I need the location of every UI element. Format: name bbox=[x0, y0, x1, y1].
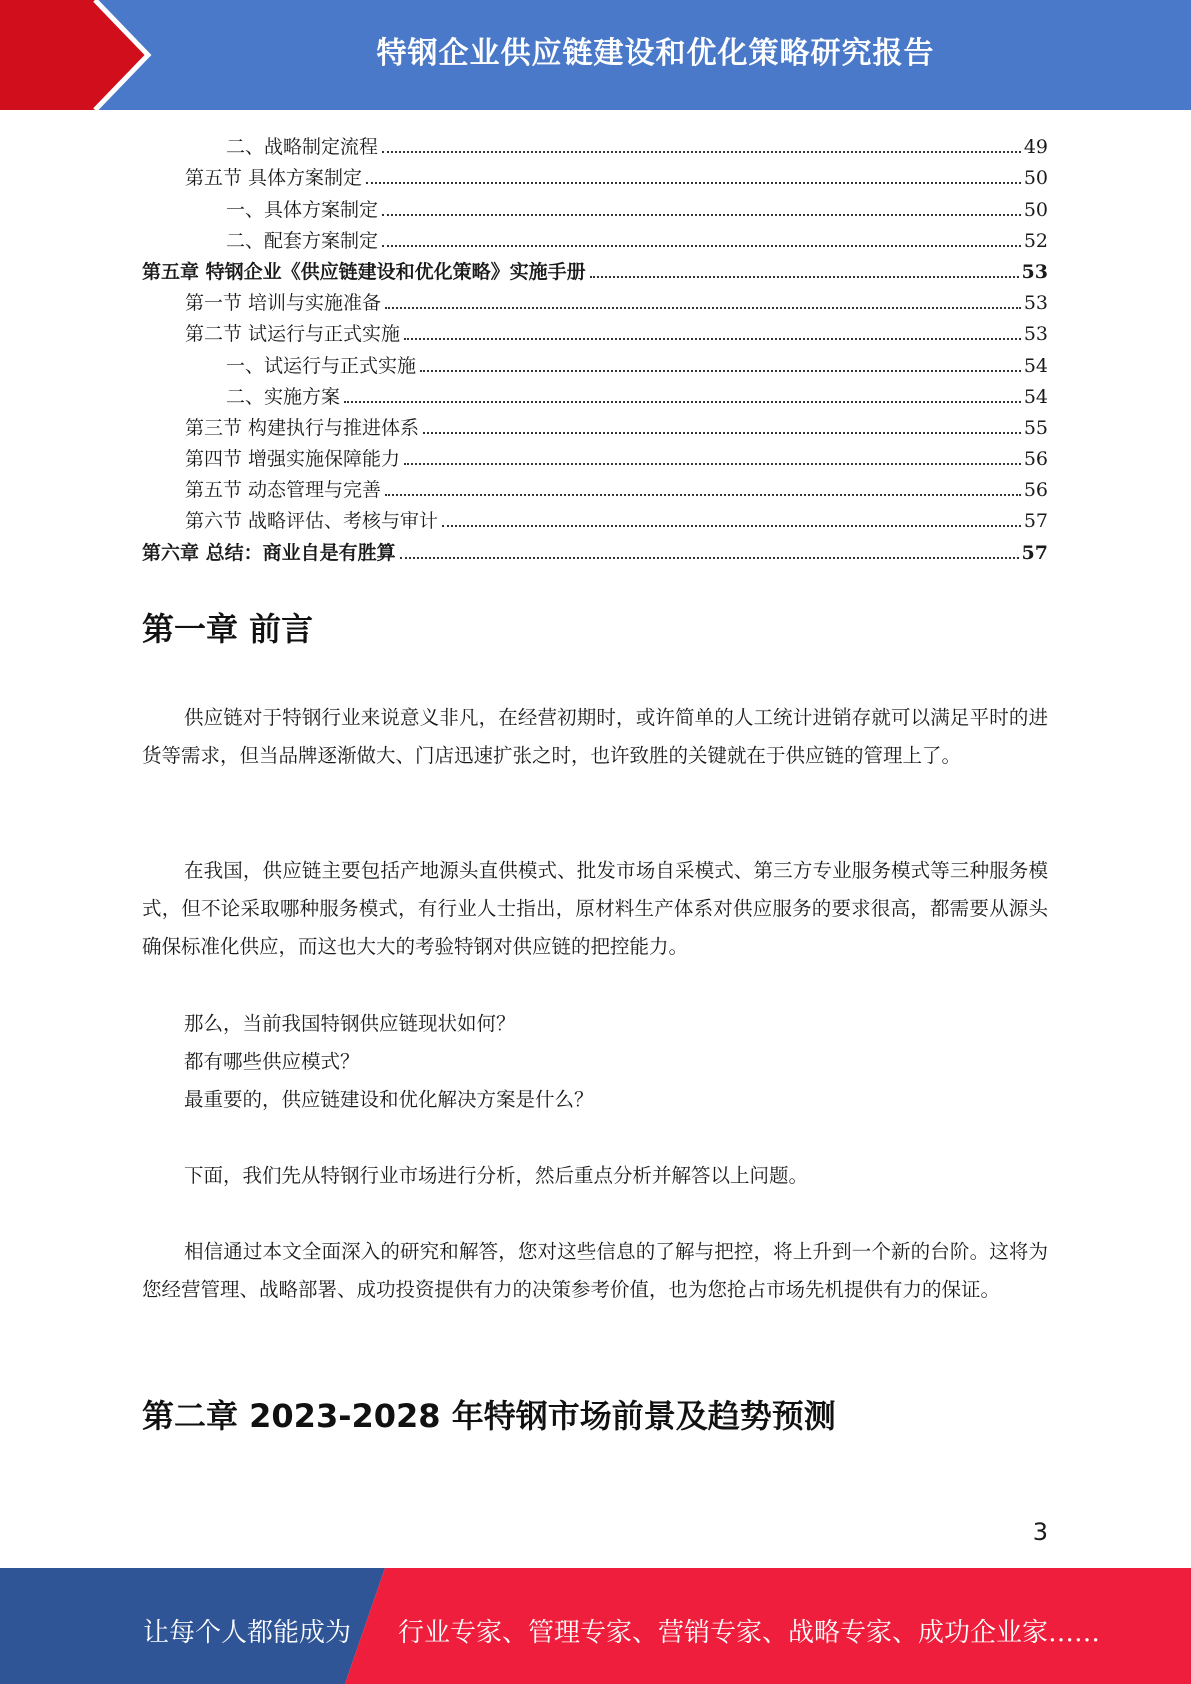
toc-entry-page: 54 bbox=[1023, 354, 1048, 377]
toc-entry-title: 二、配套方案制定 bbox=[226, 229, 379, 252]
toc-entry-title: 二、战略制定流程 bbox=[226, 136, 379, 159]
toc-entry[interactable] bbox=[142, 502, 1048, 533]
toc-leader-dots bbox=[382, 151, 1021, 153]
chapter-2-heading: 第二章 2023-2028 年特钢市场前景及趋势预测 bbox=[142, 1397, 836, 1435]
toc-leader-dots bbox=[366, 182, 1021, 184]
toc-leader-dots bbox=[344, 401, 1021, 403]
toc-entry[interactable] bbox=[142, 190, 1048, 221]
toc-entry-page: 54 bbox=[1023, 385, 1048, 408]
toc-entry[interactable] bbox=[142, 471, 1048, 502]
toc-entry[interactable] bbox=[142, 346, 1048, 377]
toc-entry[interactable] bbox=[142, 159, 1048, 190]
toc-entry[interactable] bbox=[142, 222, 1048, 253]
page-header bbox=[0, 0, 1191, 110]
chapter-1-heading: 第一章 前言 bbox=[142, 610, 314, 648]
toc-entry-page: 49 bbox=[1023, 136, 1048, 159]
table-of-contents bbox=[142, 128, 1048, 565]
toc-leader-dots bbox=[420, 370, 1021, 372]
toc-entry[interactable] bbox=[142, 409, 1048, 440]
toc-entry[interactable] bbox=[142, 440, 1048, 471]
toc-entry-page: 50 bbox=[1023, 167, 1048, 190]
toc-leader-dots bbox=[385, 307, 1021, 309]
toc-entry[interactable] bbox=[142, 315, 1048, 346]
paragraph-4: 相信通过本文全面深入的研究和解答，您对这些信息的了解与把控，将上升到一个新的台阶。这将为您经营管理、战略部署、成功投资提供有力的决策参考价值，也为您抢占市场先机提供有力的保证。 bbox=[142, 1240, 1048, 1301]
toc-entry-title: 第五节 具体方案制定 bbox=[185, 167, 363, 190]
toc-leader-dots bbox=[590, 276, 1019, 278]
toc-entry-page: 56 bbox=[1023, 448, 1048, 471]
toc-entry-page: 50 bbox=[1023, 198, 1048, 221]
footer-right-text: 行业专家、管理专家、营销专家、战略专家、成功企业家…… bbox=[398, 1618, 1101, 1648]
question-3: 最重要的，供应链建设和优化解决方案是什么？ bbox=[184, 1088, 594, 1111]
toc-entry-title: 第五章 特钢企业《供应链建设和优化策略》实施手册 bbox=[142, 260, 586, 283]
toc-entry[interactable] bbox=[142, 284, 1048, 315]
toc-leader-dots bbox=[400, 557, 1019, 559]
toc-leader-dots bbox=[382, 214, 1021, 216]
toc-entry-title: 第六节 战略评估、考核与审计 bbox=[185, 510, 439, 533]
toc-entry-title: 第五节 动态管理与完善 bbox=[185, 479, 382, 502]
toc-entry-page: 53 bbox=[1023, 323, 1048, 346]
toc-entry-title: 第二节 试运行与正式实施 bbox=[185, 323, 401, 346]
toc-entry-page: 57 bbox=[1021, 541, 1048, 564]
toc-entry-page: 57 bbox=[1023, 510, 1048, 533]
toc-entry-title: 第四节 增强实施保障能力 bbox=[185, 448, 401, 471]
toc-entry-page: 53 bbox=[1023, 292, 1048, 315]
paragraph-1: 供应链对于特钢行业来说意义非凡，在经营初期时，或许简单的人工统计进销存就可以满足平时的进货等需求，但当品牌逐渐做大、门店迅速扩张之时，也许致胜的关键就在于供应链的管理上了。 bbox=[142, 706, 1048, 767]
toc-entry[interactable] bbox=[142, 253, 1048, 284]
toc-leader-dots bbox=[404, 338, 1021, 340]
toc-entry-title: 二、实施方案 bbox=[226, 385, 341, 408]
toc-entry[interactable] bbox=[142, 533, 1048, 564]
toc-entry-title: 第一节 培训与实施准备 bbox=[185, 292, 382, 315]
page-number: 3 bbox=[1032, 1518, 1048, 1546]
toc-entry-title: 第三节 构建执行与推进体系 bbox=[185, 416, 420, 439]
toc-entry-page: 56 bbox=[1023, 479, 1048, 502]
toc-entry-title: 一、具体方案制定 bbox=[226, 198, 379, 221]
toc-entry[interactable] bbox=[142, 378, 1048, 409]
header-title: 特钢企业供应链建设和优化策略研究报告 bbox=[376, 36, 935, 71]
paragraph-2: 在我国，供应链主要包括产地源头直供模式、批发市场自采模式、第三方专业服务模式等三种服务模式，但不论采取哪种服务模式，有行业人士指出，原材料生产体系对供应服务的要求很高，都需要从源头确保标准化供应，而这也大大的考验特钢对供应链的把控能力。 bbox=[142, 859, 1048, 958]
footer-left-text: 让每个人都能成为 bbox=[143, 1618, 352, 1648]
question-1: 那么，当前我国特钢供应链现状如何？ bbox=[184, 1012, 516, 1035]
toc-entry[interactable] bbox=[142, 128, 1048, 159]
toc-entry-title: 一、试运行与正式实施 bbox=[226, 354, 417, 377]
toc-leader-dots bbox=[382, 245, 1021, 247]
toc-leader-dots bbox=[442, 525, 1021, 527]
toc-entry-page: 52 bbox=[1023, 229, 1048, 252]
toc-leader-dots bbox=[385, 494, 1021, 496]
toc-entry-page: 55 bbox=[1023, 416, 1048, 439]
toc-entry-title: 第六章 总结：商业自是有胜算 bbox=[142, 541, 396, 564]
question-2: 都有哪些供应模式？ bbox=[184, 1050, 360, 1073]
toc-entry-page: 53 bbox=[1021, 260, 1048, 283]
paragraph-3: 下面，我们先从特钢行业市场进行分析，然后重点分析并解答以上问题。 bbox=[184, 1164, 809, 1187]
toc-leader-dots bbox=[404, 463, 1021, 465]
toc-leader-dots bbox=[423, 432, 1021, 434]
